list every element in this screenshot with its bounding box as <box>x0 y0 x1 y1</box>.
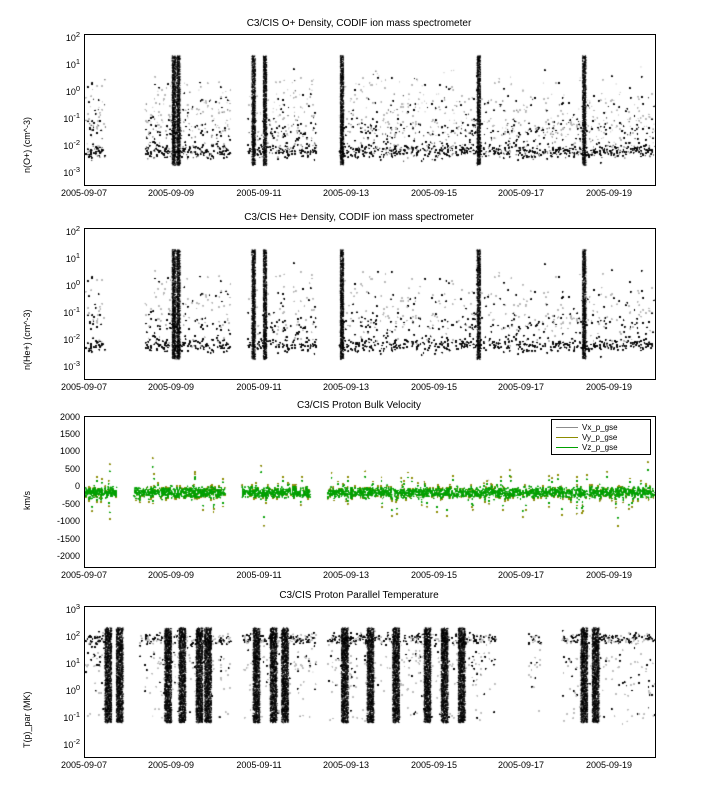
y-tick: $10^2$ <box>65 224 80 237</box>
legend-swatch <box>556 427 578 428</box>
x-tick: 2005-09-07 <box>60 382 108 392</box>
y-tick: 500 <box>64 464 80 474</box>
y-tick: $10^{-2}$ <box>63 332 80 345</box>
y-axis-label: km/s <box>22 491 32 510</box>
panel-title: C3/CIS Proton Bulk Velocity <box>297 400 421 411</box>
y-tick: 2000 <box>59 412 80 422</box>
y-tick: $10^0$ <box>65 278 80 291</box>
plot-area <box>84 606 656 758</box>
x-tick: 2005-09-15 <box>410 382 458 392</box>
y-tick: 1000 <box>59 446 80 456</box>
x-tick: 2005-09-13 <box>322 188 370 198</box>
y-tick: $10^2$ <box>65 629 80 642</box>
x-tick: 2005-09-19 <box>585 188 633 198</box>
x-tick: 2005-09-09 <box>147 382 195 392</box>
y-tick: $10^{-1}$ <box>63 305 80 318</box>
x-tick: 2005-09-17 <box>497 570 545 580</box>
x-tick: 2005-09-15 <box>410 188 458 198</box>
legend-item <box>556 422 646 432</box>
y-tick: $10^3$ <box>65 602 80 615</box>
x-tick: 2005-09-07 <box>60 188 108 198</box>
x-tick: 2005-09-17 <box>497 188 545 198</box>
x-tick: 2005-09-19 <box>585 382 633 392</box>
y-tick: $10^0$ <box>65 84 80 97</box>
legend-label: Vx_p_gse <box>582 422 618 432</box>
legend <box>551 419 651 455</box>
x-tick: 2005-09-19 <box>585 570 633 580</box>
x-tick: 2005-09-09 <box>147 570 195 580</box>
x-tick: 2005-09-17 <box>497 382 545 392</box>
legend-swatch <box>556 447 578 448</box>
legend-label: Vy_p_gse <box>582 432 618 442</box>
panel-title: C3/CIS O+ Density, CODIF ion mass spectrometer <box>246 18 472 29</box>
y-tick: $10^{-2}$ <box>63 138 80 151</box>
panel-title: C3/CIS Proton Parallel Temperature <box>279 590 439 601</box>
y-tick: $10^{-3}$ <box>63 165 80 178</box>
panel-o-plus-density <box>0 18 718 203</box>
x-tick: 2005-09-09 <box>147 188 195 198</box>
x-tick: 2005-09-13 <box>322 570 370 580</box>
y-tick: $10^{-1}$ <box>63 710 80 723</box>
y-tick: 0 <box>74 481 80 491</box>
x-tick: 2005-09-07 <box>60 760 108 770</box>
y-tick: $10^1$ <box>65 656 80 669</box>
plot-area <box>84 228 656 380</box>
panel-proton-bulk-velocity <box>0 400 718 585</box>
x-tick: 2005-09-15 <box>410 760 458 770</box>
y-tick: $10^2$ <box>65 30 80 43</box>
panel-title: C3/CIS He+ Density, CODIF ion mass spectrometer <box>244 212 474 223</box>
y-axis-label: n(O+) (cm^-3) <box>22 117 32 173</box>
x-tick: 2005-09-11 <box>236 382 282 392</box>
x-tick: 2005-09-11 <box>236 188 282 198</box>
y-axis-label: n(He+) (cm^-3) <box>22 309 32 370</box>
x-tick: 2005-09-11 <box>236 570 282 580</box>
y-tick: $10^1$ <box>65 251 80 264</box>
y-tick: $10^{-2}$ <box>63 737 80 750</box>
y-tick: $10^1$ <box>65 57 80 70</box>
plot-area <box>84 34 656 186</box>
y-axis-label: T(p)_par (MK) <box>22 691 32 748</box>
y-tick: -1000 <box>56 516 80 526</box>
x-tick: 2005-09-15 <box>410 570 458 580</box>
x-tick: 2005-09-11 <box>236 760 282 770</box>
x-tick: 2005-09-07 <box>60 570 108 580</box>
y-tick: -1500 <box>56 534 80 544</box>
legend-label: Vz_p_gse <box>582 442 618 452</box>
x-tick: 2005-09-13 <box>322 760 370 770</box>
y-tick: $10^{-3}$ <box>63 359 80 372</box>
x-tick: 2005-09-17 <box>497 760 545 770</box>
panel-proton-parallel-temperature <box>0 590 718 790</box>
y-tick: 1500 <box>59 429 80 439</box>
y-tick: -2000 <box>56 551 80 561</box>
legend-item <box>556 442 646 452</box>
y-tick: -500 <box>61 499 80 509</box>
panel-he-plus-density <box>0 212 718 397</box>
y-tick: $10^0$ <box>65 683 80 696</box>
y-tick: $10^{-1}$ <box>63 111 80 124</box>
legend-item <box>556 432 646 442</box>
x-tick: 2005-09-13 <box>322 382 370 392</box>
legend-swatch <box>556 437 578 438</box>
x-tick: 2005-09-19 <box>585 760 633 770</box>
x-tick: 2005-09-09 <box>147 760 195 770</box>
